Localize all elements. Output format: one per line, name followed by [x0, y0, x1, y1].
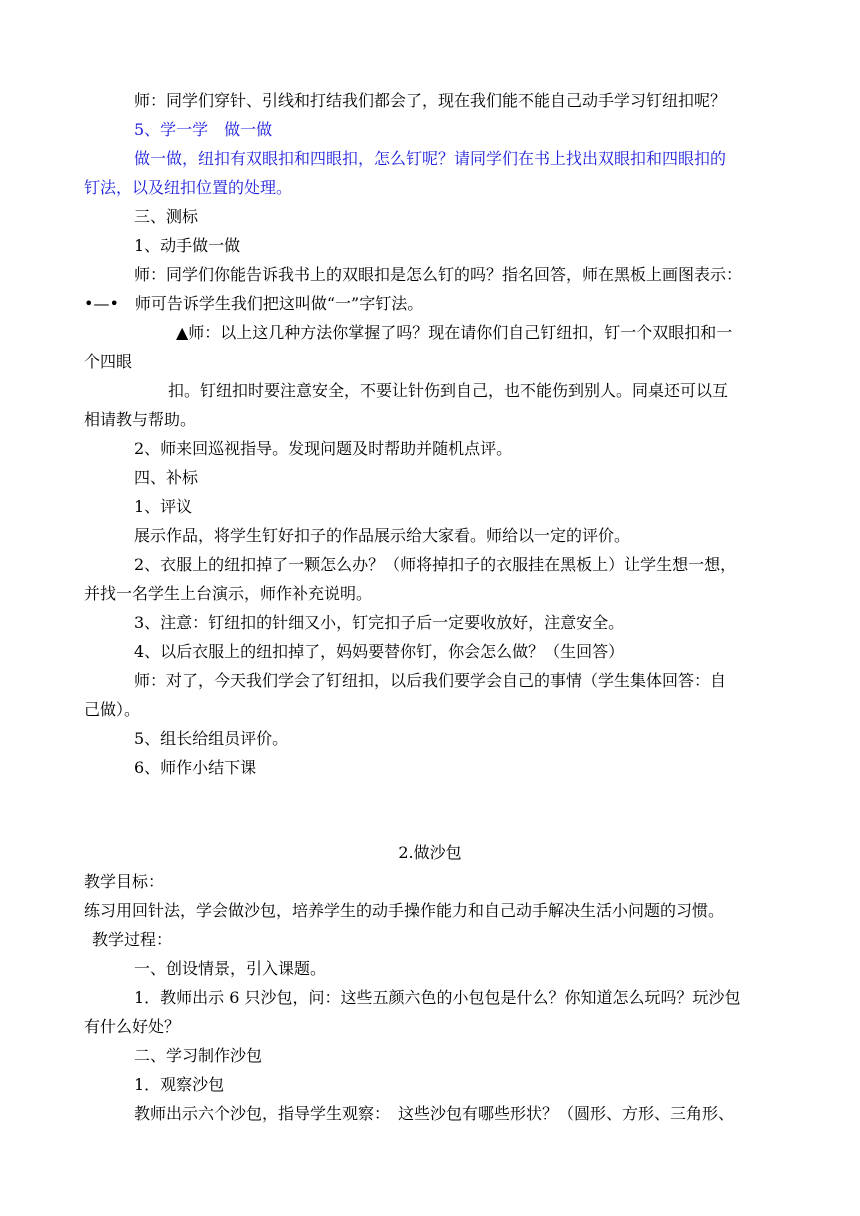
paragraph: 1．教师出示 6 只沙包，问：这些五颜六色的小包包是什么？你知道怎么玩吗？玩沙包 [134, 988, 741, 1007]
paragraph-cont: 相请教与帮助。 [84, 410, 197, 429]
paragraph-cont: •—• 师可告诉学生我们把这叫做“一”字钉法。 [84, 294, 424, 313]
section-heading: 三、测标 [134, 207, 199, 226]
goal-text: 练习用回针法，学会做沙包，培养学生的动手操作能力和自己动手解决生活小问题的习惯。 [84, 901, 725, 920]
paragraph: 师：对了，今天我们学会了钉纽扣，以后我们要学会自己的事情（学生集体回答：自 [134, 671, 727, 690]
paragraph: ▲师：以上这几种方法你掌握了吗？现在请你们自己钉纽扣，钉一个双眼扣和一 [176, 323, 733, 342]
paragraph: 5、组长给组员评价。 [134, 729, 289, 748]
paragraph: 2、师来回巡视指导。发现问题及时帮助并随机点评。 [134, 439, 513, 458]
section-heading: 一、创设情景，引入课题。 [134, 959, 327, 978]
paragraph-cont: 己做）。 [84, 700, 141, 719]
lesson-title: 2.做沙包 [398, 843, 462, 862]
paragraph: 教师出示六个沙包，指导学生观察： 这些沙包有哪些形状？（圆形、方形、三角形、 [134, 1104, 735, 1123]
paragraph: 2、衣服上的纽扣掉了一颗怎么办？（师将掉扣子的衣服挂在黑板上）让学生想一想， [134, 555, 737, 574]
paragraph-cont: 个四眼 [84, 352, 133, 371]
process-label: 教学过程： [92, 930, 173, 949]
paragraph-cont: 有什么好处？ [84, 1017, 181, 1036]
activity-paragraph-cont: 钉法，以及纽扣位置的处理。 [84, 178, 293, 197]
section-heading: 四、补标 [134, 468, 199, 487]
paragraph: 4、以后衣服上的纽扣掉了，妈妈要替你钉，你会怎么做？（生回答） [134, 642, 625, 661]
paragraph-cont: 并找一名学生上台演示，师作补充说明。 [84, 584, 373, 603]
subheading: 1、动手做一做 [134, 236, 241, 255]
activity-heading: 5、学一学 做一做 [134, 120, 273, 139]
subheading: 1、评议 [134, 497, 193, 516]
paragraph: 展示作品，将学生钉好扣子的作品展示给大家看。师给以一定的评价。 [134, 526, 631, 545]
subheading: 1．观察沙包 [134, 1075, 225, 1094]
paragraph: 3、注意：钉纽扣的针细又小，钉完扣子后一定要收放好，注意安全。 [134, 613, 625, 632]
paragraph: 师：同学们穿针、引线和打结我们都会了，现在我们能不能自己动手学习钉纽扣呢？ [134, 91, 727, 110]
section-heading: 二、学习制作沙包 [134, 1046, 263, 1065]
activity-paragraph: 做一做，纽扣有双眼扣和四眼扣，怎么钉呢？请同学们在书上找出双眼扣和四眼扣的 [134, 149, 727, 168]
goal-label: 教学目标： [84, 872, 165, 891]
paragraph: 扣。钉纽扣时要注意安全，不要让针伤到自己，也不能伤到别人。同桌还可以互 [168, 381, 729, 400]
paragraph: 师：同学们你能告诉我书上的双眼扣是怎么钉的吗？指名回答，师在黑板上画图表示： [134, 265, 743, 284]
paragraph: 6、师作小结下课 [134, 758, 257, 777]
